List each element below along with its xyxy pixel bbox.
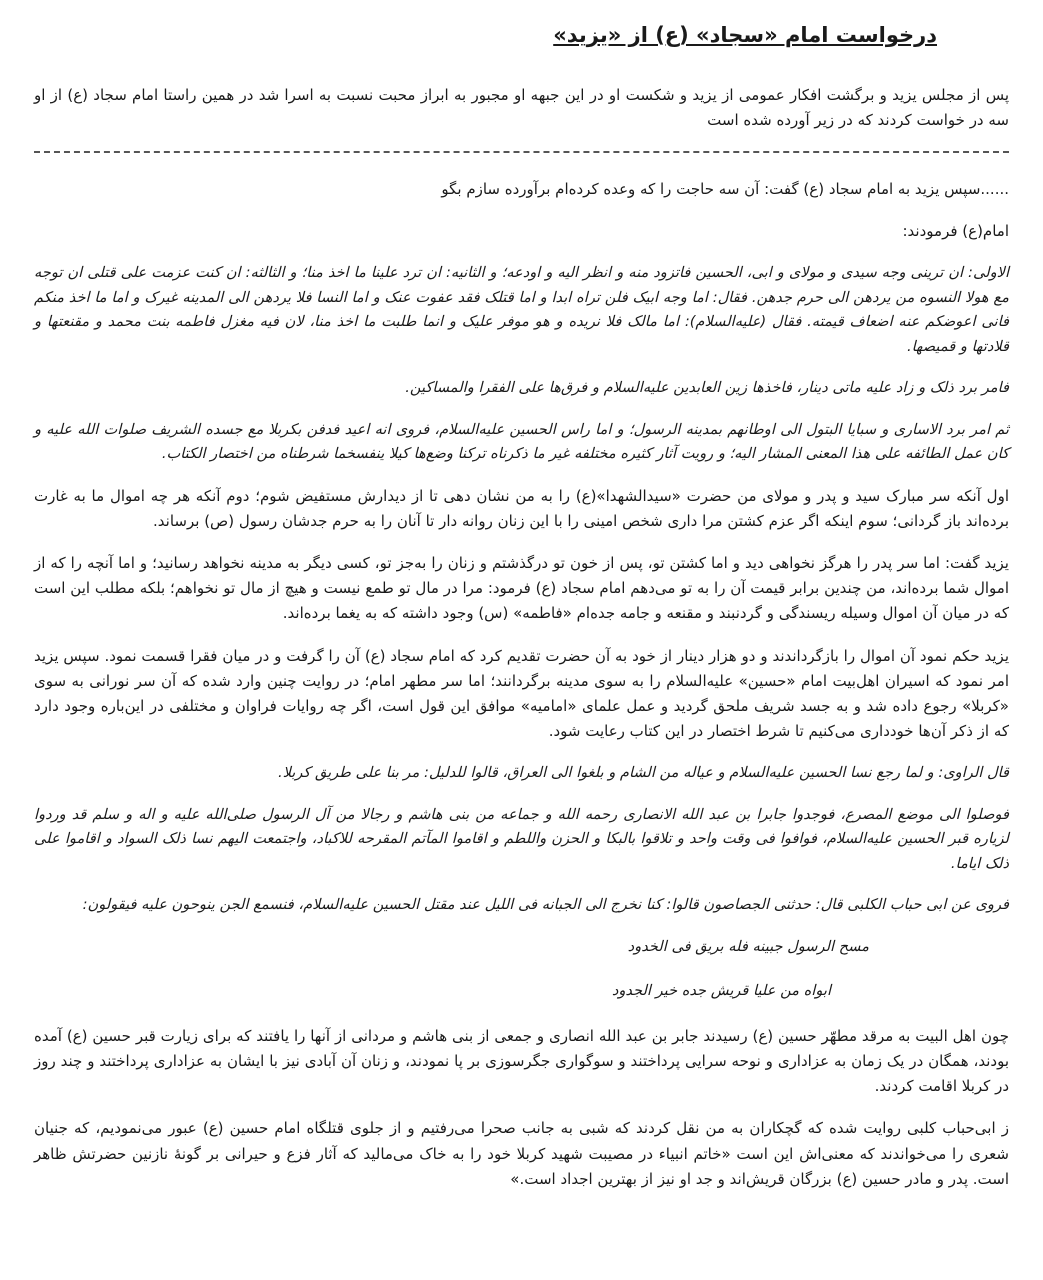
page-title-text: درخواست امام «سجاد» (ع) از «یزید» bbox=[553, 23, 937, 47]
arabic-kalbi-narration: فروی عن ابی حباب الکلبی قال: حدثنی الجصاصون قالوا: کنا نخرج الی الجبانه فی اللیل عند مقتل الحسین علیه‌السلام، فنسمع الجن ینوحون علیه فیقولون: bbox=[82, 896, 1009, 914]
arabic-quote-return-captives: ثم امر برد الاساری و سبایا البتول الی اوطانهم بمدینه الرسول؛ و اما راس الحسین علیه‌السلام، فروی انه اعید فدفن بکربلا مع جسده الشریف صلوات الله علیه و کان عمل الطائفه علی هذا المعنی المشار الیه؛ و رویت آثار کثیره مختلفه غیر ما ذکرناه ترکنا وضع‌ها کیلا ینفسخما شرطناه من اختصار الکتاب. bbox=[34, 420, 1009, 463]
arabic-quote-dinars: فامر برد ذلک و زاد علیه ماتی دینار، فاخذها زین العابدین علیه‌السلام و فرق‌ها علی الفقرا والمساکین. bbox=[405, 379, 1009, 397]
arabic-jabir-paragraph: فوصلوا الی موضع المصرع، فوجدوا جابرا بن عبد الله الانصاری رحمه الله و جماعه من بنی هاشم و رجالا من آل الرسول صلی‌الله علیه و اله و سلم قد وردوا لزیاره قبر الحسین علیه‌السلام، فوافوا فی وقت واحد و تلاقوا بالبکا و الحزن واللطم و اقاموا المآتم المقرحه للاکباد، واجتمعت الیهم نسا ذلک السواد و اقاموا علی ذلک ایاما. bbox=[34, 805, 1009, 872]
ahl-albait-karbala-paragraph: چون اهل البیت به مرقد مطهّر حسین (ع) رسیدند جابر بن عبد الله انصاری و جمعی از بنی هاشم و مردانی از آنها را یافتند که برای زیارت قبر حسین (ع) آمده بودند، همگان در یک زمان به عزاداری و نوحه سرایی پرداختند و سوگواری جگرسوزی بر پا نمودند، و زنان آن آبادی نیز با ایشان به عزاداری پرداختند و چند روز در کربلا اقامت کردند. bbox=[34, 1026, 1009, 1096]
abi-hobab-narration-paragraph: ز ابی‌حباب کلبی روایت شده که گچکاران به من نقل کردند که شبی به جانب صحرا می‌رفتیم و از جلوی قتلگاه امام حسین (ع) عبور می‌نمودیم، که جنیان شعری را می‌خواندند که معنی‌اش این است «خاتم انبیاء در مصیبت شهید کربلا خود را به خاک می‌مالید که آثار فزع و حیرانی بر گونهٔ نازنین حضرتش ظاهر است. پدر و مادر حسین (ع) بزرگان قریش‌اند و جد او نیز از بهترین اجداد است.» bbox=[34, 1119, 1009, 1188]
intro-paragraph: پس از مجلس یزید و برگشت افکار عمومی از یزید و شکست او در این جبهه او مجبور به ابراز محبت نسبت به اسرا شد در همین راستا امام سجاد (ع) از او سه در خواست کردند که در زیر آورده شده است bbox=[34, 86, 1009, 130]
yazid-order-paragraph: یزید حکم نمود آن اموال را بازگرداندند و دو هزار دینار از خود به آن حضرت تقدیم کرد که امام سجاد (ع) آن را گرفت و در میان فقرا قسمت نمود. سپس یزید امر نمود که اسیران اهل‌بیت امام «حسین» علیه‌السلام را به سوی مدینه برگردانند؛ اما سر مطهر امام؛ در روایت چنین وارد شده که آن سر نورانی به سوی «کربلا» رجوع داده شد و به جسد شریف ملحق گردید و عمل علمای «امامیه» موافق این قول است، اگر چه روایات فراوان و مختلفی در این‌باره وجود دارد که از ذکر آن‌ها خودداری می‌کنیم تا شرط اختصار در این کتاب رعایت شود. bbox=[34, 646, 1009, 741]
persian-three-requests-paragraph: اول آنکه سر مبارک سید و پدر و مولای من حضرت «سیدالشهدا»(ع) را به من نشان دهی تا از دیدارش مستفیض شوم؛ دوم آنکه هر چه اموال ما به غارت برده‌اند باز گردانی؛ سوم اینکه اگر عزم کشتن مرا داری شخص امینی را با این زنان روانه دار تا آنان را به حرم جدشان رسول (ص) برساند. bbox=[34, 486, 1009, 530]
arabic-quote-three-requests: الاولی: ان ترینی وجه سیدی و مولای و ابی، الحسین فاتزود منه و انظر الیه و اودعه؛ و الثانیه: ان ترد علینا ما اخذ منا؛ و الثالثه: ان کنت عزمت علی قتلی ان توجه مع هولا النسوه من یردهن الی حرم جدهن. فقال: اما وجه ابیک فلن تراه ابدا و اما قتلک فقد عفوت عنک و اما النسا فلا یردهن الی المدینه غیرک و اما ما اخذ منکم فانی اعوضکم عنه اضعاف قیمته. فقال (علیه‌السلام): اما مالک فلا نریده و هو موفر علیک و انما طلبت ما اخذ منا، لان فیه مغزل فاطمه بنت محمد و مقنعتها و قلادتها و قمیصها. bbox=[34, 264, 1009, 355]
poem-verse-2: ابواه من علیا قریش جده خیر الجدود bbox=[611, 982, 831, 1000]
yazid-reply-paragraph: یزید گفت: اما سر پدر را هرگز نخواهی دید و اما کشتن تو، پس از خون تو درگذشتم و زنان را به‌جز تو، کسی دیگر به مدینه نخواهد رسانید؛ و اما آنچه را که از اموال شما برده‌اند، من چندین برابر قیمت آن را به تو می‌دهم امام سجاد (ع) فرمود: مرا در مال تو طمع نیست و هیچ از مال تو نخواهم؛ بلکه مطلب این است که در میان آن اموال وسیله ریسندگی و گردنبند و مقنعه و جامه جده‌ام «فاطمه» (س) وجود داشته که به یغما برده‌اند. bbox=[34, 554, 1009, 623]
page-title bbox=[34, 18, 1009, 53]
arabic-narrator-line: قال الراوی: و لما رجع نسا الحسین علیه‌السلام و عیاله من الشام و بلغوا الی العراق، قالوا للدلیل: مر بنا علی طریق کربلا. bbox=[277, 764, 1009, 782]
imam-said-line: امام(ع) فرمودند: bbox=[902, 221, 1009, 240]
yazid-offer-line: ......سپس یزید به امام سجاد (ع) گفت: آن سه حاجت را که وعده کرده‌ام برآورده سازم بگو bbox=[441, 179, 1009, 198]
dashed-separator bbox=[34, 151, 1009, 153]
poem-verse-1: مسح الرسول جبینه فله بریق فی الخدود bbox=[627, 937, 869, 955]
